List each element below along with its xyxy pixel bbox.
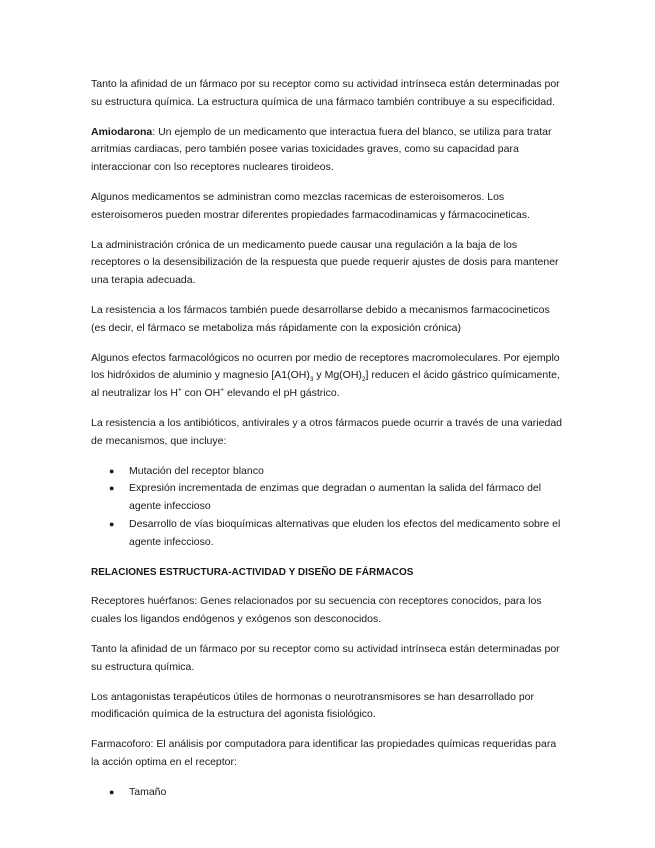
paragraph-pharmacophore: Farmacoforo: El análisis por computadora para identificar las propiedades químicas requeridas para la acción optima en el receptor: [91, 738, 557, 768]
paragraph-therapeutic-antagonists: Los antagonistas terapéuticos útiles de hormonas o neurotransmisores se han desarrollado por modificación química de la estructura del agonista fisiológico. [91, 690, 535, 721]
amiodarona-description: : Un ejemplo de un medicamento que interactua fuera del blanco, se utiliza para tratar arritmias cardiacas, pero también posee varias toxicidades graves, como su capacidad para interaccionar con lso receptores nucleares tiroideos. [91, 125, 552, 174]
list-item-text: Expresión incrementada de enzimas que degradan o aumentan la salida del fármaco del agente infeccioso [129, 482, 542, 513]
list-item-text: Mutación del receptor blanco [129, 464, 264, 477]
subscript: 2 [361, 376, 366, 384]
bullet-icon: ● [109, 786, 115, 797]
text-segment: Algunos efectos farmacológicos no ocurren por medio de receptores macromoleculares. Por ejemplo los hidróxidos de aluminio y magnesio [A1(OH) [91, 351, 560, 382]
bullet-icon: ● [109, 483, 115, 494]
paragraph-amiodarona [91, 124, 567, 177]
bullet-icon: ● [109, 465, 115, 476]
section-heading: RELACIONES ESTRUCTURA-ACTIVIDAD Y DISEÑO DE FÁRMACOS [91, 566, 414, 578]
paragraph-affinity-structure-repeat: Tanto la afinidad de un fármaco por su receptor como su actividad intrínseca están determinadas por su estructura química. [91, 642, 560, 673]
resistance-mechanisms-list [91, 463, 567, 552]
paragraph-affinity-structure: Tanto la afinidad de un fármaco por su receptor como su actividad intrínseca están determinadas por su estructura química. La estructura química de una fármaco también contribuye a su especificidad. [91, 78, 560, 108]
list-item-text: Desarrollo de vías bioquímicas alternativas que eluden los efectos del medicamento sobre el agente infeccioso. [129, 517, 561, 548]
text-segment: con OH [181, 387, 221, 400]
list-item-text: Tamaño [129, 785, 167, 798]
paragraph-drug-resistance: La resistencia a los fármacos también puede desarrollarse debido a mecanismos farmacocineticos (es decir, el fármaco se metaboliza más rápidamente con la exposición crónica) [91, 303, 550, 334]
text-segment: elevando el pH gástrico. [224, 387, 340, 400]
list-item [109, 480, 567, 516]
superscript: + [177, 386, 182, 394]
list-item [109, 463, 567, 481]
list-item [109, 516, 567, 552]
paragraph-chronic-administration: La administración crónica de un medicamento puede causar una regulación a la baja de los receptores o la desensibilización de la respuesta que puede requerir ajustes de dosis para mantener una terapia adecuada. [91, 238, 559, 287]
list-item [109, 784, 567, 802]
paragraph-non-receptor-effects [91, 350, 567, 403]
pharmacophore-properties-list [91, 784, 567, 802]
paragraph-antibiotic-resistance: La resistencia a los antibióticos, antivirales y a otros fármacos puede ocurrir a través de una variedad de mecanismos, que incluye: [91, 416, 562, 447]
paragraph-orphan-receptors: Receptores huérfanos: Genes relacionados por su secuencia con receptores conocidos, para los cuales los ligandos endógenos y exógenos son desconocidos. [91, 595, 542, 626]
text-segment: ] reducen el ácido gástrico químicamente, al neutralizar los H [91, 369, 560, 400]
paragraph-racemic-mixtures: Algunos medicamentos se administran como mezclas racemicas de esteroisomeros. Los esteroisomeros pueden mostrar diferentes propiedades farmacodinamicas y fármacocineticas. [91, 190, 530, 221]
term-amiodarona: Amiodarona [91, 125, 153, 138]
text-segment: y Mg(OH) [313, 369, 362, 382]
subscript: 3 [309, 376, 314, 384]
bullet-icon: ● [109, 518, 115, 529]
superscript: + [220, 386, 225, 394]
